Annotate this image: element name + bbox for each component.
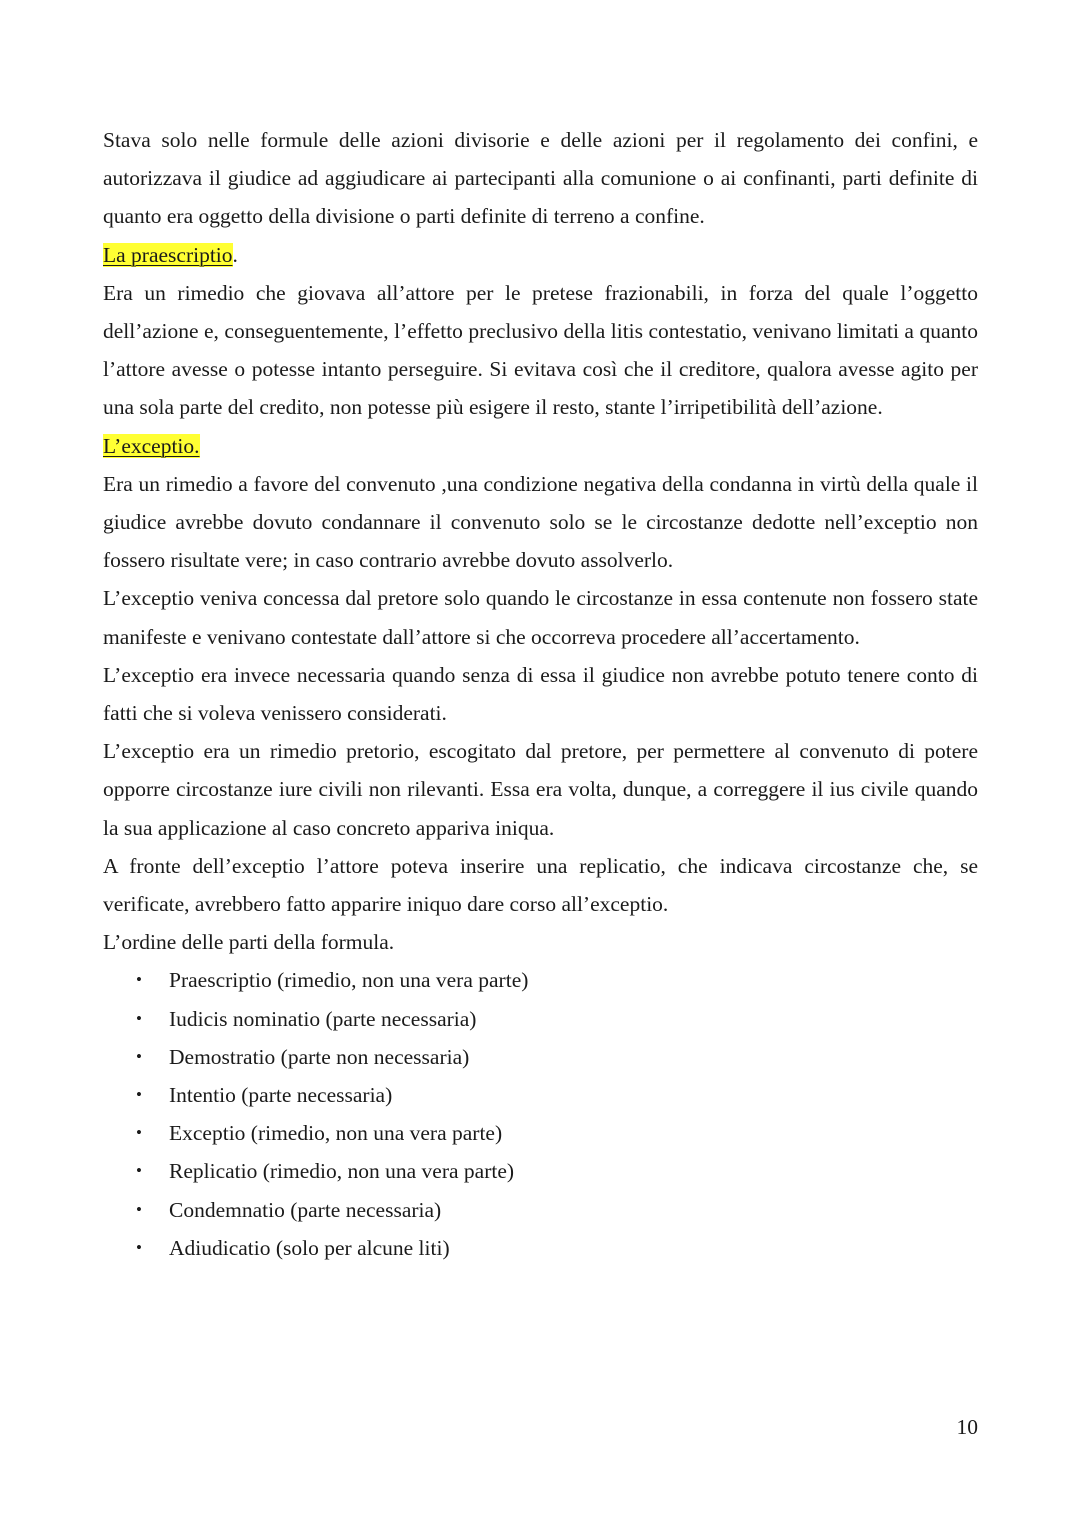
list-item — [103, 1152, 978, 1190]
paragraph-exceptio-necessaria: L’exceptio era invece necessaria quando senza di essa il giudice non avrebbe potuto tenere conto di fatti che si voleva venissero considerati. — [103, 662, 978, 726]
list-item — [103, 1229, 978, 1267]
bullet-icon: • — [136, 1008, 142, 1028]
paragraph-praescriptio: Era un rimedio che giovava all’attore per le pretese frazionabili, in forza del quale l’oggetto dell’azione e, conseguentemente, l’effetto preclusivo della litis contestatio, venivano limitati a quanto l’attore avesse o potesse intanto perseguire. Si evitava così che il creditore, qualora avesse agito per una sola parte del credito, non potesse più esigere il resto, stante l’irripetibilità dell’azione. — [103, 280, 978, 420]
list-item-text: Replicatio (rimedio, non una vera parte) — [169, 1159, 515, 1184]
heading-exceptio — [103, 427, 978, 465]
heading-praescriptio-period: . — [232, 242, 238, 267]
list-item — [103, 1076, 978, 1114]
list-item — [103, 961, 978, 999]
list-item-text: Intentio (parte necessaria) — [169, 1083, 393, 1108]
list-item-text: Adiudicatio (solo per alcune liti) — [169, 1235, 450, 1260]
bullet-icon: • — [136, 1046, 142, 1066]
list-item-text: Demostratio (parte non necessaria) — [169, 1044, 470, 1069]
paragraph-exceptio-definition: Era un rimedio a favore del convenuto ,una condizione negativa della condanna in virtù della quale il giudice avrebbe dovuto condannare il convenuto solo se le circostanze dedotte nell’exceptio non fossero risultate vere; in caso contrario avrebbe dovuto assolverlo. — [103, 471, 978, 573]
bullet-icon: • — [136, 1237, 142, 1257]
bullet-icon: • — [136, 1085, 142, 1105]
list-item-text: Exceptio (rimedio, non una vera parte) — [169, 1121, 503, 1146]
list-item-text: Condemnatio (parte necessaria) — [169, 1197, 442, 1222]
bullet-icon: • — [136, 1123, 142, 1143]
bullet-icon: • — [136, 970, 142, 990]
formula-parts-list — [103, 961, 978, 1267]
list-item — [103, 1191, 978, 1229]
list-item-text: Iudicis nominatio (parte necessaria) — [169, 1006, 477, 1031]
list-item — [103, 1038, 978, 1076]
list-item-text: Praescriptio (rimedio, non una vera parte) — [169, 968, 529, 993]
paragraph-exceptio-pretorio: L’exceptio era un rimedio pretorio, escogitato dal pretore, per permettere al convenuto di potere opporre circostanze iure civili non rilevanti. Essa era volta, dunque, a correggere il ius civile quando la sua applicazione al caso concreto appariva iniqua. — [103, 739, 978, 840]
list-item — [103, 1000, 978, 1038]
list-item — [103, 1114, 978, 1152]
heading-praescriptio — [103, 236, 978, 274]
highlighted-heading-exceptio: L’exceptio. — [103, 433, 200, 458]
paragraph-replicatio: A fronte dell’exceptio l’attore poteva inserire una replicatio, che indicava circostanze che, se verificate, avrebbero fatto apparire iniquo dare corso all’exceptio. — [103, 853, 978, 917]
paragraph-ordine-formula: L’ordine delle parti della formula. — [103, 930, 395, 955]
highlighted-heading-praescriptio: La praescriptio — [103, 242, 233, 267]
page-number: 10 — [956, 1415, 978, 1439]
document-body — [103, 121, 978, 1267]
bullet-icon: • — [136, 1161, 142, 1181]
bullet-icon: • — [136, 1199, 142, 1219]
paragraph-exceptio-concessa: L’exceptio veniva concessa dal pretore solo quando le circostanze in essa contenute non fossero state manifeste e venivano contestate dall’attore si che occorreva procedere all’accertamento. — [103, 586, 978, 649]
paragraph-divisorie: Stava solo nelle formule delle azioni divisorie e delle azioni per il regolamento dei confini, e autorizzava il giudice ad aggiudicare ai partecipanti alla comunione o ai confinanti, parti definite di quanto era oggetto della divisione o parti definite di terreno a confine. — [103, 128, 978, 229]
